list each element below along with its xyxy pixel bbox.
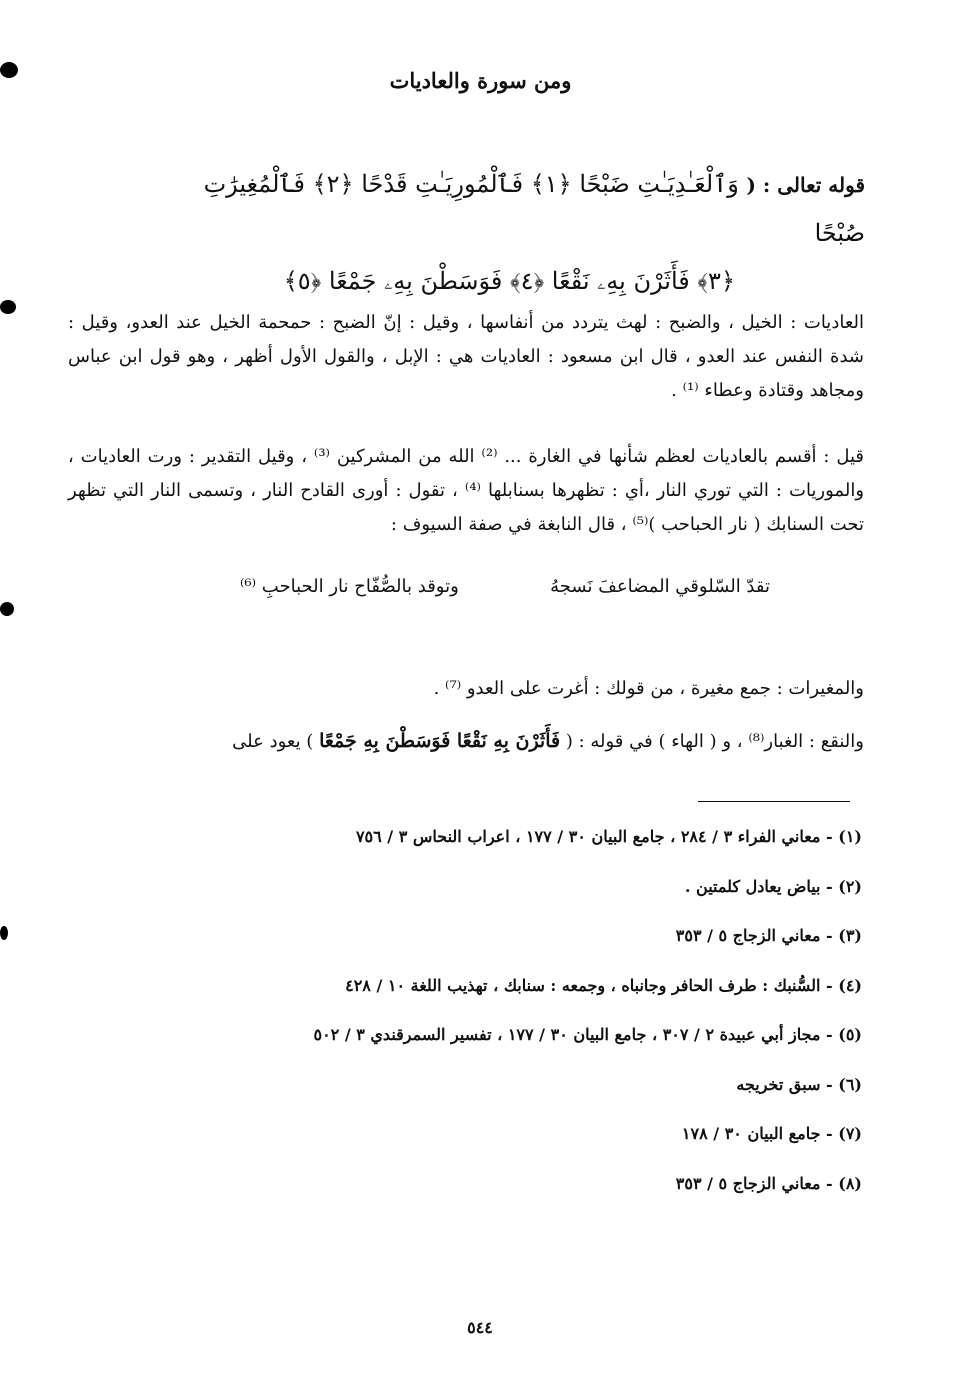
scan-mark [0, 602, 14, 616]
footnote-item: (٥) - مجاز أبي عبيدة ٢ / ٣٠٧ ، جامع البيان ٣٠ / ١٧٧ ، تفسير السمرقندي ٣ / ٥٠٢ [313, 1025, 862, 1044]
quran-verse-block [170, 160, 865, 305]
footnote-item: (٨) - معاني الزجاج ٥ / ٣٥٣ [675, 1173, 862, 1193]
footnote-separator [698, 801, 850, 802]
footnote-item: (٦) - سبق تخريجه [736, 1074, 862, 1094]
poetry-verse [240, 570, 770, 604]
verse-text-1: وَٱلْعَـٰدِيَـٰتِ ضَبْحًا ﴿١﴾ فَٱلْمُورِيَـٰتِ قَدْحًا ﴿٢﴾ فَٱلْمُغِيرَٰتِ صُبْحًا [203, 170, 865, 247]
verse-intro: قوله تعالى : ( [746, 173, 865, 197]
footnote-item: (١) - معاني الفراء ٣ / ٢٨٤ ، جامع البيان ٣٠ / ١٧٧ ، اعراب النحاس ٣ / ٧٥٦ [355, 827, 862, 846]
footnotes-list [150, 822, 862, 1218]
footnote-item: (٧) - جامع البيان ٣٠ / ١٧٨ [681, 1124, 862, 1143]
poem-hemistich-2: وتوقد بالصُّفّاح نار الحباحبِ ⁽⁶⁾ [240, 576, 459, 597]
footnote-item: (٢) - بياض يعادل كلمتين . [684, 876, 862, 896]
paragraph-adiyat-meaning: العاديات : الخيل ، والضبح : لهث يتردد من أنفاسها ، وقيل : إنّ الضبح : حمحمة الخيل عند العدو، وقيل : شدة النفس عند العدو ، قال ابن مسعود : العاديات هي : الإبل ، والقول الأول أظهر ، وهو قول ابن عباس ومجاهد وقتادة وعطاء ⁽¹⁾ . [68, 312, 864, 401]
chapter-heading: ومن سورة والعاديات [389, 68, 572, 93]
poem-hemistich-1: تقدّ السّلوقي المضاعفَ نَسجهُ [550, 576, 770, 597]
verse-line-1 [170, 160, 865, 257]
paragraph-oath-explanation: قيل : أقسم بالعاديات لعظم شأنها في الغارة ... ⁽²⁾ الله من المشركين ⁽³⁾ ، وقيل التقدير : ورت العاديات ، والموريات : التي توري النار ،أي : تظهرها بسنابلها ⁽⁴⁾ ، تقول : أورى القادح النار ، وتسمى النار التي تظهر تحت السنابك ( نار الحباحب )⁽⁵⁾ ، قال النابغة في صفة السيوف : [68, 446, 865, 535]
paragraph-mughirat: والمغيرات : جمع مغيرة ، من قولك : أغرت على العدو ⁽⁷⁾ . [433, 678, 864, 699]
naq-quran-quote: فَأَثَرْنَ بِهِ نَقْعًا فَوَسَطْنَ بِهِ جَمْعًا [319, 730, 561, 752]
scan-mark [0, 926, 8, 940]
paragraph-naq [68, 724, 864, 759]
naq-text-before: والنقع : الغبار⁽⁸⁾ ، و ( الهاء ) في قوله : ( [565, 731, 864, 752]
scan-mark [0, 62, 18, 78]
scan-mark [0, 300, 16, 314]
page-number: ٥٤٤ [467, 1318, 493, 1337]
verse-text-2: ﴿٣﴾ فَأَثَرْنَ بِهِۦ نَقْعًا ﴿٤﴾ فَوَسَطْنَ بِهِۦ جَمْعًا ﴿٥﴾ [283, 267, 735, 295]
naq-text-after: ) يعود على [232, 731, 314, 752]
footnote-item: (٤) - السُّنبك : طرف الحافر وجانباه ، وجمعه : سنابك ، تهذيب اللغة ١٠ / ٤٢٨ [345, 975, 862, 995]
footnote-item: (٣) - معاني الزجاج ٥ / ٣٥٣ [675, 926, 862, 945]
